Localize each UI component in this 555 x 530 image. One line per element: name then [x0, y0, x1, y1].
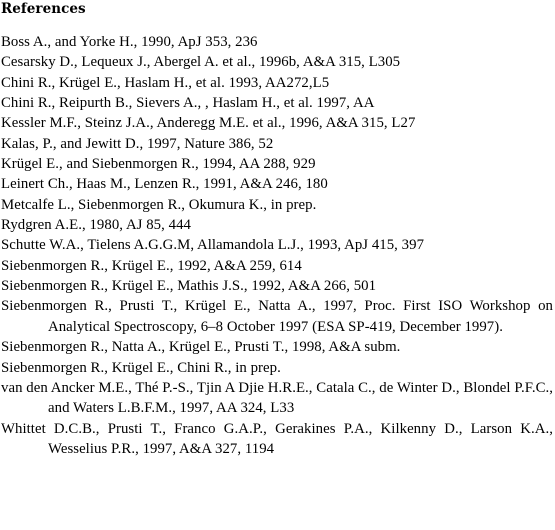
- reference-entry: van den Ancker M.E., Thé P.-S., Tjin A Djie H.R.E., Catala C., de Winter D., Blondel P.F.C., and Waters L.B.F.M., 1997, AA 324, L33: [1, 379, 553, 417]
- reference-entry: Chini R., Krügel E., Haslam H., et al. 1993, AA272,L5: [1, 74, 330, 91]
- reference-entry: Siebenmorgen R., Krügel E., 1992, A&A 259, 614: [1, 257, 302, 274]
- reference-entry: Whittet D.C.B., Prusti T., Franco G.A.P., Gerakines P.A., Kilkenny D., Larson K.A., Wesselius P.R., 1997, A&A 327, 1194: [1, 420, 553, 457]
- reference-entry: Kessler M.F., Steinz J.A., Anderegg M.E. et al., 1996, A&A 315, L27: [1, 115, 416, 132]
- reference-entry: Siebenmorgen R., Prusti T., Krügel E., Natta A., 1997, Proc. First ISO Workshop on Analytical Spectroscopy, 6–8 October 1997 (ESA SP-419, December 1997).: [1, 298, 553, 335]
- references-heading: References: [1, 1, 86, 17]
- references-page: [1, 0, 553, 459]
- reference-entry: Cesarsky D., Lequeux J., Abergel A. et al., 1996b, A&A 315, L305: [1, 54, 401, 71]
- reference-entry: Siebenmorgen R., Krügel E., Mathis J.S., 1992, A&A 266, 501: [1, 278, 377, 295]
- reference-entry: Schutte W.A., Tielens A.G.G.M, Allamandola L.J., 1993, ApJ 415, 397: [1, 237, 425, 254]
- reference-entry: Leinert Ch., Haas M., Lenzen R., 1991, A&A 246, 180: [1, 176, 328, 193]
- reference-entry: Siebenmorgen R., Natta A., Krügel E., Prusti T., 1998, A&A subm.: [1, 339, 401, 356]
- reference-entry: Siebenmorgen R., Krügel E., Chini R., in prep.: [1, 359, 281, 376]
- reference-entry: Boss A., and Yorke H., 1990, ApJ 353, 236: [1, 34, 258, 50]
- reference-entry: Metcalfe L., Siebenmorgen R., Okumura K., in prep.: [1, 196, 317, 213]
- reference-list: [1, 32, 553, 459]
- reference-entry: Krügel E., and Siebenmorgen R., 1994, AA 288, 929: [1, 156, 316, 173]
- reference-entry: Kalas, P., and Jewitt D., 1997, Nature 386, 52: [1, 135, 274, 152]
- reference-entry: Rydgren A.E., 1980, AJ 85, 444: [1, 217, 191, 234]
- reference-entry: Chini R., Reipurth B., Sievers A., , Haslam H., et al. 1997, AA: [1, 95, 375, 112]
